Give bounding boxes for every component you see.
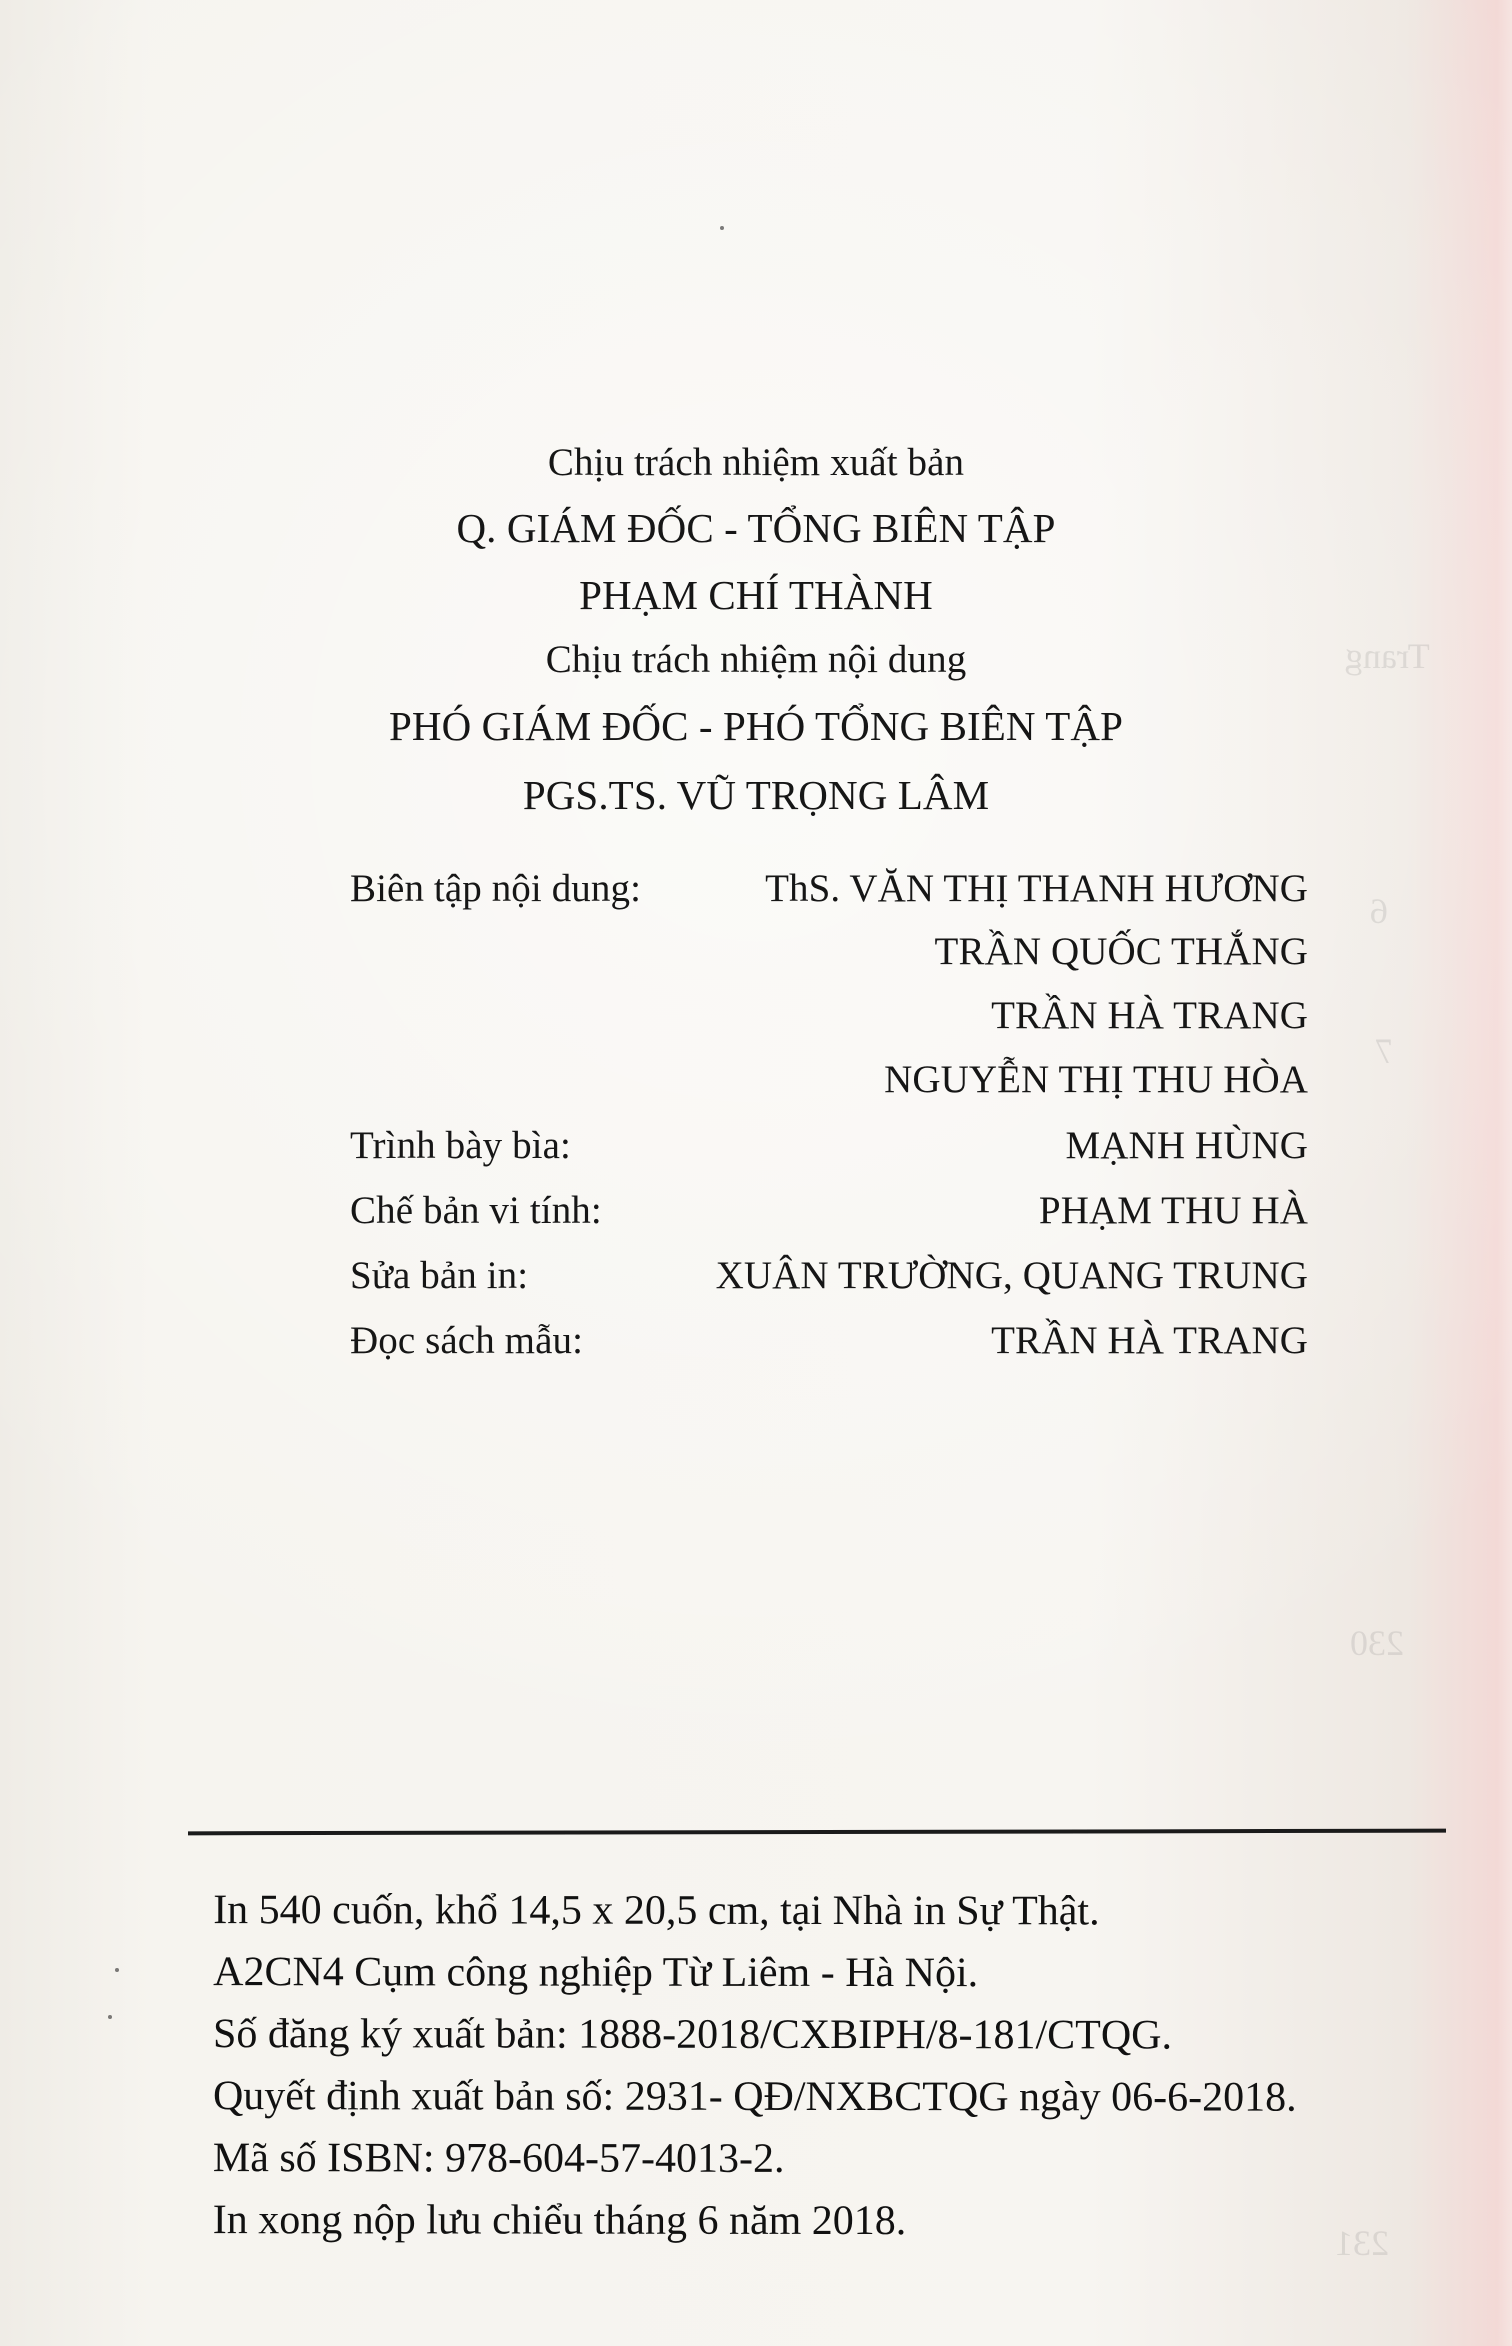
bleed-through-text: 230 <box>1350 1623 1404 1663</box>
paper-speck <box>115 1968 119 1972</box>
paper-speck <box>108 2015 112 2019</box>
proofreading-label: Sửa bản in: <box>350 1254 529 1297</box>
typesetting-value: PHẠM THU HÀ <box>1038 1189 1308 1232</box>
cover-design-label: Trình bày bìa: <box>350 1124 571 1167</box>
registration-line: Số đăng ký xuất bản: 1888-2018/CXBIPH/8-181/CTQG. <box>213 2011 1173 2059</box>
sample-reading-value: TRẦN HÀ TRANG <box>991 1319 1308 1362</box>
print-run-line: In 540 cuốn, khổ 14,5 x 20,5 cm, tại Nhà in Sự Thật. <box>213 1887 1100 1935</box>
bleed-through-text: 231 <box>1335 2223 1389 2263</box>
director-name: PHẠM CHÍ THÀNH <box>579 572 933 618</box>
legal-deposit-line: In xong nộp lưu chiểu tháng 6 năm 2018. <box>212 2197 907 2245</box>
content-editor-name: NGUYỄN THỊ THU HÒA <box>884 1058 1308 1101</box>
isbn-line: Mã số ISBN: 978-604-57-4013-2. <box>212 2135 785 2182</box>
content-responsibility-heading: Chịu trách nhiệm nội dung <box>545 638 967 681</box>
content-editor-name: TRẦN HÀ TRANG <box>991 994 1308 1037</box>
sample-reading-label: Đọc sách mẫu: <box>350 1319 584 1362</box>
content-editor-name: TRẦN QUỐC THẮNG <box>934 930 1308 973</box>
bleed-through-text: 7 <box>1375 1031 1393 1071</box>
deputy-name: PGS.TS. VŨ TRỌNG LÂM <box>522 772 990 818</box>
proofreading-value: XUÂN TRƯỜNG, QUANG TRUNG <box>715 1254 1308 1297</box>
director-title: Q. GIÁM ĐỐC - TỔNG BIÊN TẬP <box>456 505 1056 551</box>
section-divider <box>188 1829 1446 1836</box>
deputy-title: PHÓ GIÁM ĐỐC - PHÓ TỔNG BIÊN TẬP <box>388 703 1124 749</box>
cover-design-value: MẠNH HÙNG <box>1065 1124 1308 1167</box>
bleed-through-text: 6 <box>1370 891 1388 931</box>
bleed-through-text: Trang <box>1345 636 1430 676</box>
publishing-decision-line: Quyết định xuất bản số: 2931- QĐ/NXBCTQG ngày 06-6-2018. <box>212 2073 1297 2121</box>
typesetting-label: Chế bản vi tính: <box>350 1189 602 1232</box>
content-editors-label: Biên tập nội dung: <box>350 867 642 910</box>
publishing-responsibility-heading: Chịu trách nhiệm xuất bản <box>547 441 965 484</box>
imprint-section <box>213 1879 1464 2253</box>
printer-address-line: A2CN4 Cụm công nghiệp Từ Liêm - Hà Nội. <box>213 1949 979 1997</box>
content-editor-name: ThS. VĂN THỊ THANH HƯƠNG <box>765 867 1308 910</box>
